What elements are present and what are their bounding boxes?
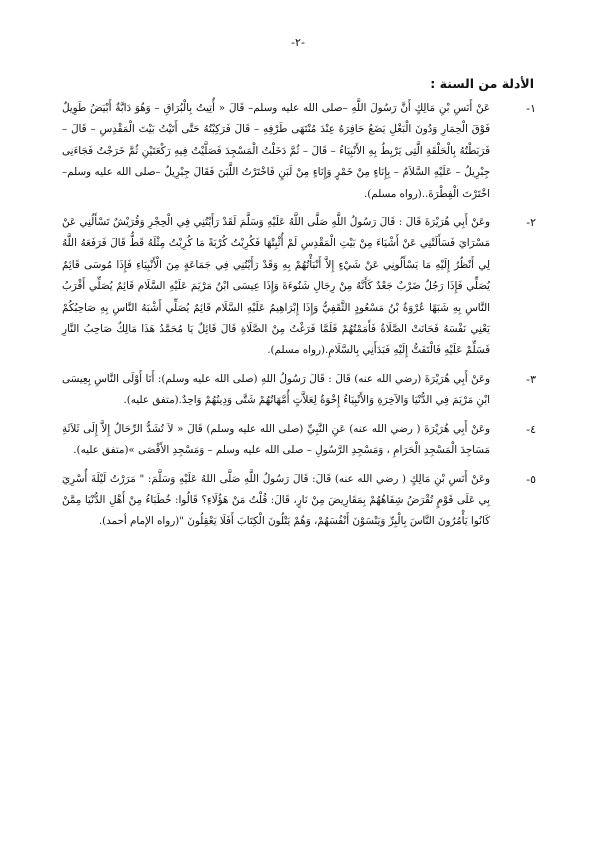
list-item — [62, 469, 534, 533]
item-number: ١- — [526, 102, 536, 115]
hadith-text: وعَنْ أَبِي هُرَيْرَةَ قَالَ : قَالَ رَسُولُ اللَّهِ صَلَّى اللَّهُ عَلَيْهِ وَسَلَّمَ لَقَدْ رَأَيْتُنِي فِي الْحِجْرِ وَقُرَيْشٌ تَسْأَلُنِي عَنْ مَسْرَايَ فَسَأَلَتْنِي عَنْ أَشْيَاءَ مِنْ بَيْتِ الْمَقْدِسِ لَمْ أُثْبِتْهَا فَكُرِبْتُ كُرْبَةً مَا كُرِبْتُ مِثْلَهُ قَطُّ قَالَ فَرَفَعَهُ اللَّهُ لِي أَنْظُرُ إِلَيْهِ مَا يَسْأَلُونِي عَنْ شَيْءٍ إِلاَّ أَنْبَأْتُهُمْ بِهِ وَقَدْ رَأَيْتُنِي فِي جَمَاعَةٍ مِنَ الْأَنْبِيَاءِ فَإِذَا مُوسَى قَائِمٌ يُصَلِّي فَإِذَا رَجُلٌ ضَرْبٌ جَعْدٌ كَأَنَّهُ مِنْ رِجَالِ شَنُوءَةَ وَإِذَا عِيسَى ابْنُ مَرْيَمَ عَلَيْهِ السَّلَام قَائِمٌ يُصَلِّي أَقْرَبُ النَّاسِ بِهِ شَبَهًا عُرْوَةُ بْنُ مَسْعُودٍ الثَّقَفِيُّ وَإِذَا إِبْرَاهِيمُ عَلَيْهِ السَّلَام قَائِمٌ يُصَلِّي أَشْبَهُ النَّاسِ بِهِ صَاحِبُكُمْ يَعْنِي نَفْسَهُ فَحَانَتْ الصَّلَاةُ فَأَمَمْتُهُمْ فَلَمَّا فَرَغْتُ مِنْ الصَّلَاةِ قَالَ قَائِلٌ يَا مُحَمَّدُ هَذَا مَالِكٌ صَاحِبُ النَّارِ فَسَلِّمْ عَلَيْهِ فَالْتَفَتُّ إِلَيْهِ فَبَدَأَنِي بِالسَّلَامِ.(رواه مسلم). — [62, 216, 490, 357]
hadith-text: وعَنْ أَبِي هُرَيْرَةَ (رضي الله عنه) قَالَ : قَالَ رَسُولُ اللهِ (صلى الله عليه وسلم): أَنَا أَوْلَى النَّاسِ بِعِيسَى ابْنِ مَرْيَمَ فِي الدُّنْيَا وَالآخِرَةِ وَالأَنْبِيَاءُ إِخْوَةٌ لِعَلاَّتٍ أُمَّهَاتُهُمْ شَتَّى وَدِينُهُمْ وَاحِدٌ.(متفق عليه). — [62, 372, 490, 407]
list-item — [62, 369, 534, 412]
hadith-text: عَنْ أَنَسِ بْنِ مَالِكٍ أَنَّ رَسُولَ اللَّهِ –صلى الله عليه وسلم– قَالَ « أُتِيتُ بِالْبُرَاقِ – وَهُوَ دَابَّةٌ أَبْيَضُ طَوِيلٌ فَوْقَ الْحِمَارِ وَدُونَ الْبَغْلِ يَضَعُ حَافِرَهُ عِنْدَ مُنْتَهَى طَرْفِهِ – قَالَ فَرَكِبْتُهُ حَتَّى أَتَيْتُ بَيْتَ الْمَقْدِسِ – قَالَ – فَرَبَطْتُهُ بِالْحَلْقَةِ الَّتِى يَرْبِطُ بِهِ الأَنْبِيَاءُ – قَالَ – ثُمَّ دَخَلْتُ الْمَسْجِدَ فَصَلَّيْتُ فِيهِ رَكْعَتَيْنِ ثُمَّ خَرَجْتُ فَجَاءَنِى جِبْرِيلُ – عَلَيْهِ السَّلاَمُ – بِإِنَاءٍ مِنْ خَمْرٍ وَإِنَاءٍ مِنْ لَبَنٍ فَاخْتَرْتُ اللَّبَنَ فَقَالَ جِبْرِيلُ –صلى الله عليه وسلم– اخْتَرْتَ الْفِطْرَةَ..(رواه مسلم). — [62, 102, 490, 200]
page-number: -٢- — [291, 36, 305, 49]
item-number: ٢- — [526, 216, 536, 230]
section-heading: الأدلة من السنة : — [430, 76, 534, 91]
item-number: ٥- — [526, 472, 536, 486]
list-item — [62, 98, 534, 205]
list-item — [62, 419, 534, 462]
item-number: ٤- — [526, 422, 536, 436]
hadith-list — [62, 98, 534, 540]
list-item — [62, 212, 534, 362]
hadith-text: وعَنْ أَبِي هُرَيْرَةَ ( رضي الله عنه) عَنِ النَّبِيِّ (صلى الله عليه وسلم) قَالَ « لاَ تُشَدُّ الرِّحَالُ إِلاَّ إِلَى ثَلاَثَةِ مَسَاجِدَ الْمَسْجِدِ الْحَرَامِ ، وَمَسْجِدِ الرَّسُولِ – صلى الله عليه وسلم – وَمَسْجِدِ الأَقْصَى »(متفق عليه). — [62, 422, 490, 457]
item-number: ٣- — [526, 372, 536, 386]
hadith-text: وعَنْ أَنَسِ بْنِ مَالِكٍ ( رضي الله عنه) قَالَ: قَالَ رَسُولُ اللَّهِ صَلَّى اللهُ عَلَيْهِ وَسَلَّمَ: " مَرَرْتُ لَيْلَةَ أُسْرِيَ بِي عَلَى قَوْمٍ تُقْرَضُ شِفَاهُهُمْ بِمَقَارِيضَ مِنْ نَارٍ، قَالَ: قُلْتُ مَنْ هَؤُلَاءِ؟ قَالُوا: خُطَبَاءُ مِنْ أَهْلِ الدُّنْيَا مِمَّنْ كَانُوا يَأْمُرُونَ النَّاسَ بِالْبِرِّ وَيَنْسَوْنَ أَنْفُسَهُمْ، وَهُمْ يَتْلُونَ الْكِتَابَ أَفَلَا يَعْقِلُونَ "(رواه الإمام أحمد). — [62, 472, 490, 528]
